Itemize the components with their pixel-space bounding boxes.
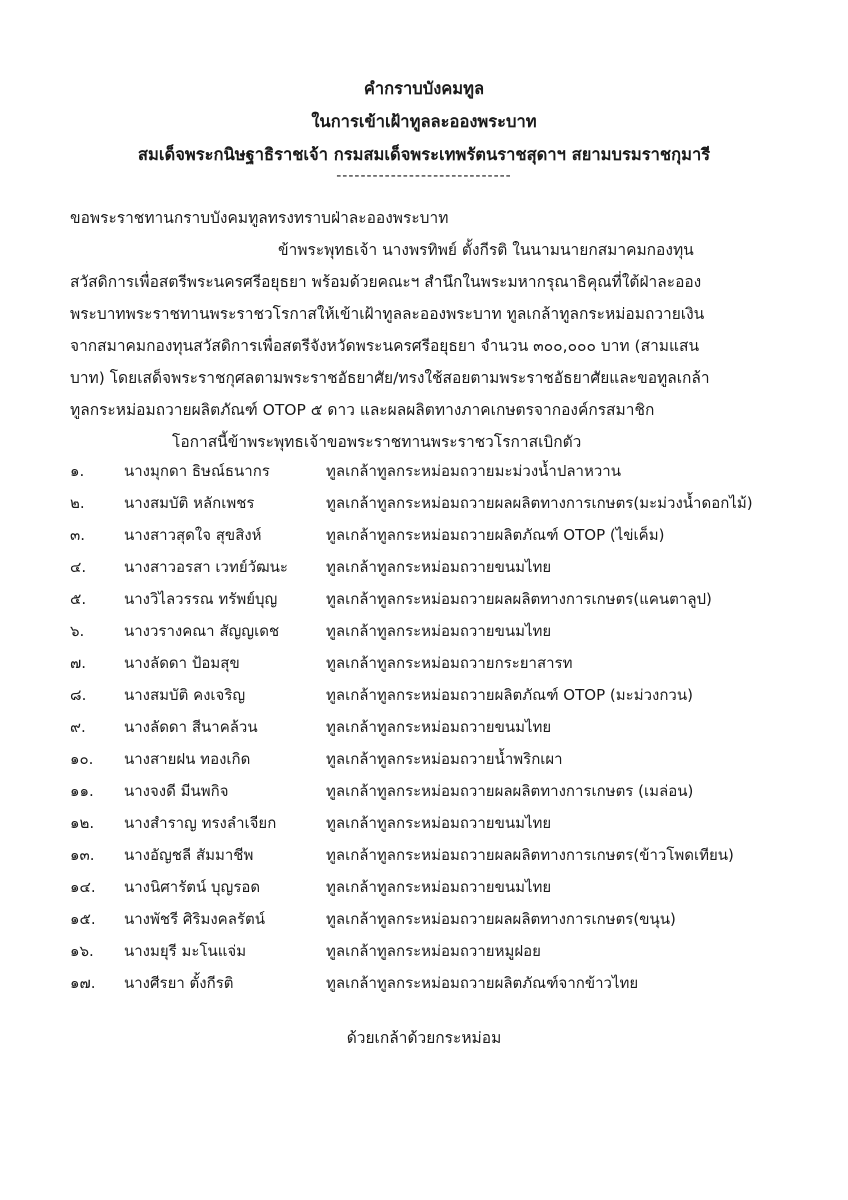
list-item [70, 554, 840, 580]
list-item-name: นางวิไลวรรณ ทรัพย์บุญ [124, 590, 278, 608]
list-item-number: ๙. [70, 718, 86, 736]
heading-line-3: สมเด็จพระกนิษฐาธิราชเจ้า กรมสมเด็จพระเทพรัตนราชสุดาฯ สยามบรมราชกุมารี [137, 145, 711, 164]
list-item [70, 874, 840, 900]
list-item-name: นางมยุรี มะโนแจ่ม [124, 942, 247, 960]
list-item-number: ๕. [70, 590, 87, 608]
heading-line-1: คำกราบบังคมทูล [363, 79, 485, 98]
list-item-offering: ทูลเกล้าทูลกระหม่อมถวายผลิตภัณฑ์ OTOP (ไข่เค็ม) [326, 526, 665, 544]
list-item [70, 778, 840, 804]
paragraph-1-line-3: พระบาทพระราชทานพระราชวโรกาสให้เข้าเฝ้าทูลละอองพระบาท ทูลเกล้าทูลกระหม่อมถวายเงิน [70, 305, 705, 323]
list-item-name: นางนิศารัตน์ บุญรอด [124, 878, 261, 896]
list-item [70, 682, 840, 708]
list-item-number: ๓. [70, 526, 86, 544]
list-item-offering: ทูลเกล้าทูลกระหม่อมถวายขนมไทย [326, 622, 552, 640]
list-item-number: ๗. [70, 654, 87, 672]
list-item-name: นางศีรยา ตั้งกีรติ [124, 974, 234, 992]
list-item [70, 458, 840, 484]
list-item-offering: ทูลเกล้าทูลกระหม่อมถวายมะม่วงน้ำปลาหวาน [326, 462, 621, 480]
list-item-name: นางพัชรี ศิริมงคลรัตน์ [124, 910, 265, 928]
list-item-name: นางสำราญ ทรงลำเจียก [124, 814, 277, 832]
list-item-number: ๑๓. [70, 846, 95, 864]
list-item-offering: ทูลเกล้าทูลกระหม่อมถวายขนมไทย [326, 878, 552, 896]
list-item-number: ๔. [70, 558, 87, 576]
list-item-offering: ทูลเกล้าทูลกระหม่อมถวายน้ำพริกเผา [326, 750, 563, 768]
list-item-offering: ทูลเกล้าทูลกระหม่อมถวายผลิตภัณฑ์ OTOP (มะม่วงกวน) [326, 686, 693, 704]
list-item-offering: ทูลเกล้าทูลกระหม่อมถวายขนมไทย [326, 814, 552, 832]
list-item [70, 522, 840, 548]
list-item [70, 714, 840, 740]
list-item-number: ๑๑. [70, 782, 94, 800]
list-item-offering: ทูลเกล้าทูลกระหม่อมถวายกระยาสารท [326, 654, 573, 672]
paragraph-1-line-1: ข้าพระพุทธเจ้า นางพรทิพย์ ตั้งกีรติ ในนามนายกสมาคมกองทุน [278, 241, 694, 259]
list-item-offering: ทูลเกล้าทูลกระหม่อมถวายผลผลิตทางการเกษตร (เมล่อน) [326, 782, 694, 800]
list-item-name: นางสมบัติ หลักเพชร [124, 494, 255, 512]
list-item-number: ๑๖. [70, 942, 94, 960]
list-item [70, 586, 840, 612]
list-item-name: นางสาวสุดใจ สุขสิงห์ [124, 526, 262, 544]
paragraph-1-line-2: สวัสดิการเพื่อสตรีพระนครศรีอยุธยา พร้อมด้วยคณะฯ สำนึกในพระมหากรุณาธิคุณที่ใต้ฝ่าละออง [70, 273, 702, 291]
list-item-name: นางมุกดา ธิษณ์ธนากร [124, 462, 270, 480]
list-item-name: นางอัญชลี สัมมาชีพ [124, 846, 254, 864]
list-item-name: นางวรางคณา สัญญเดช [124, 622, 280, 640]
list-item-offering: ทูลเกล้าทูลกระหม่อมถวายหมูฝอย [326, 942, 541, 960]
list-item-name: นางสายฝน ทองเกิด [124, 750, 251, 768]
list-item-number: ๘. [70, 686, 87, 704]
heading-line-2: ในการเข้าเฝ้าทูลละอองพระบาท [311, 112, 537, 131]
list-item [70, 618, 840, 644]
list-item-name: นางสาวอรสา เวทย์วัฒนะ [124, 558, 288, 576]
list-item-offering: ทูลเกล้าทูลกระหม่อมถวายผลผลิตทางการเกษตร(ขนุน) [326, 910, 676, 928]
list-item-number: ๑๒. [70, 814, 95, 832]
list-item-number: ๒. [70, 494, 85, 512]
closing-line: ด้วยเกล้าด้วยกระหม่อม [346, 1029, 502, 1047]
list-item-name: นางจงดี มีนพกิจ [124, 782, 229, 800]
list-item-name: นางลัดดา ป้อมสุข [124, 654, 240, 672]
list-item [70, 970, 840, 996]
paragraph-1-line-4: จากสมาคมกองทุนสวัสดิการเพื่อสตรีจังหวัดพระนครศรีอยุธยา จำนวน ๓๐๐,๐๐๐ บาท (สามแสน [70, 337, 700, 355]
list-item-number: ๑๔. [70, 878, 96, 896]
list-item-number: ๖. [70, 622, 85, 640]
list-item-name: นางสมบัติ คงเจริญ [124, 686, 246, 704]
list-item-number: ๑. [70, 462, 85, 480]
list-item [70, 938, 840, 964]
list-item-offering: ทูลเกล้าทูลกระหม่อมถวายผลผลิตทางการเกษตร(มะม่วงน้ำดอกไม้) [326, 494, 753, 512]
paragraph-1-line-5: บาท) โดยเสด็จพระราชกุศลตามพระราชอัธยาศัย/ทรงใช้สอยตามพระราชอัธยาศัยและขอทูลเกล้า [70, 369, 710, 387]
list-item [70, 906, 840, 932]
heading-divider: ----------------------------- [336, 168, 512, 184]
list-item-offering: ทูลเกล้าทูลกระหม่อมถวายผลผลิตทางการเกษตร(ข้าวโพดเทียน) [326, 846, 734, 864]
list-item-offering: ทูลเกล้าทูลกระหม่อมถวายผลิตภัณฑ์จากข้าวไทย [326, 974, 639, 992]
paragraph-2: โอกาสนี้ข้าพระพุทธเจ้าขอพระราชทานพระราชวโรกาสเบิกตัว [172, 433, 582, 451]
list-item [70, 490, 840, 516]
list-item [70, 810, 840, 836]
list-item-offering: ทูลเกล้าทูลกระหม่อมถวายขนมไทย [326, 718, 552, 736]
paragraph-1-line-6: ทูลกระหม่อมถวายผลิตภัณฑ์ OTOP ๕ ดาว และผลผลิตทางภาคเกษตรจากองค์กรสมาชิก [70, 401, 655, 419]
list-item-number: ๑๐. [70, 750, 94, 768]
salutation: ขอพระราชทานกราบบังคมทูลทรงทราบฝ่าละอองพระบาท [70, 209, 449, 227]
list-item [70, 842, 840, 868]
list-item [70, 746, 840, 772]
list-item-offering: ทูลเกล้าทูลกระหม่อมถวายผลผลิตทางการเกษตร(แคนตาลูป) [326, 590, 712, 608]
list-item [70, 650, 840, 676]
list-item-number: ๑๕. [70, 910, 96, 928]
list-item-number: ๑๗. [70, 974, 96, 992]
list-item-offering: ทูลเกล้าทูลกระหม่อมถวายขนมไทย [326, 558, 552, 576]
list-item-name: นางลัดดา สีนาคล้วน [124, 718, 258, 736]
